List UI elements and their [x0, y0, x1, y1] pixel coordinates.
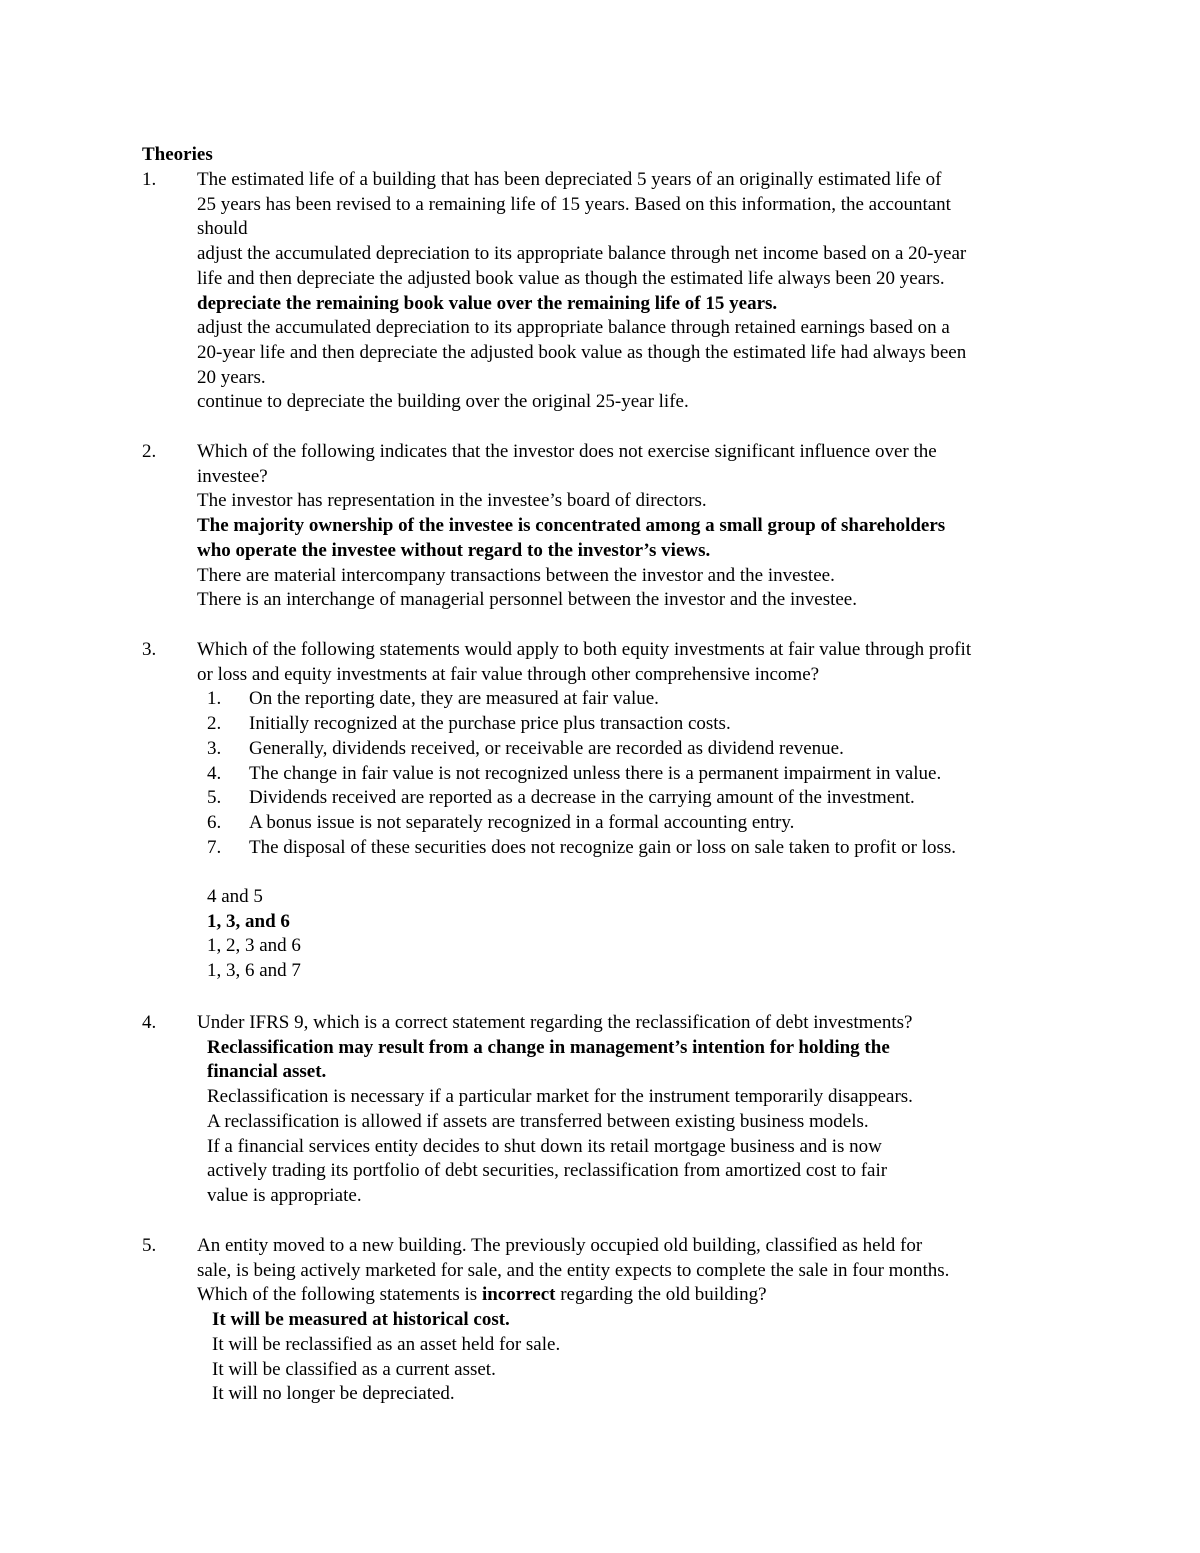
question-stem-line: 25 years has been revised to a remaining life of 15 years. Based on this information, the accountant [197, 193, 951, 215]
question-stem-line: investee? [197, 465, 268, 487]
question-stem-line: The estimated life of a building that has been depreciated 5 years of an originally estimated life of [197, 169, 942, 190]
question-stem-line: Which of the following indicates that the investor does not exercise significant influence over the [197, 441, 937, 462]
statement-item: 4. The change in fair value is not recognized unless there is a permanent impairment in value. [207, 762, 942, 784]
choice-b-answer: depreciate the remaining book value over the remaining life of 15 years. [197, 292, 778, 314]
choice-c: 20 years. [197, 366, 266, 388]
question-number: 2. [142, 441, 157, 462]
choice-a-answer: Reclassification may result from a change in management’s intention for holding the [207, 1036, 890, 1058]
choice-d: If a financial services entity decides to shut down its retail mortgage business and is now [207, 1135, 882, 1157]
choice-b-answer: The majority ownership of the investee is concentrated among a small group of shareholders [197, 515, 946, 537]
choice-b: Reclassification is necessary if a particular market for the instrument temporarily disappears. [207, 1086, 913, 1108]
question-number: 3. [142, 639, 157, 660]
choice-d: There is an interchange of managerial personnel between the investor and the investee. [197, 589, 857, 611]
statement-item: 5. Dividends received are reported as a decrease in the carrying amount of the investment. [207, 787, 915, 809]
statement-item: 7. The disposal of these securities does not recognize gain or loss on sale taken to profit or loss. [207, 836, 957, 858]
question-stem-line: Which of the following statements is incorrect regarding the old building? [197, 1284, 767, 1306]
question-number: 1. [142, 169, 157, 190]
question-stem-line: should [197, 218, 248, 240]
choice-a: adjust the accumulated depreciation to its appropriate balance through net income based on a 20-year [197, 243, 967, 265]
choice-d: continue to depreciate the building over the original 25-year life. [197, 391, 689, 413]
question-3 [142, 638, 1072, 984]
choice-c: 20-year life and then depreciate the adjusted book value as though the estimated life had always been [197, 341, 967, 363]
choice-b-answer: who operate the investee without regard to the investor’s views. [197, 539, 711, 561]
statement-item: 2. Initially recognized at the purchase price plus transaction costs. [207, 713, 731, 735]
choice-a: life and then depreciate the adjusted book value as though the estimated life always been 20 years. [197, 267, 945, 289]
choice-c: There are material intercompany transactions between the investor and the investee. [197, 564, 835, 586]
question-stem-line: Which of the following statements would apply to both equity investments at fair value through profit [197, 639, 972, 660]
question-stem-line: or loss and equity investments at fair value through other comprehensive income? [197, 663, 820, 685]
question-stem-line: Under IFRS 9, which is a correct statement regarding the reclassification of debt investments? [197, 1012, 913, 1033]
question-2 [142, 440, 1072, 613]
choice-d: value is appropriate. [207, 1184, 362, 1206]
choice-d: It will no longer be depreciated. [212, 1383, 455, 1405]
page-heading: Theories [142, 144, 213, 165]
emphasis-incorrect: incorrect [481, 1284, 556, 1306]
choice-a: 4 and 5 [207, 886, 263, 908]
question-1 [142, 168, 1072, 415]
question-stem-line: sale, is being actively marketed for sale, and the entity expects to complete the sale in four months. [197, 1259, 950, 1281]
question-number: 4. [142, 1012, 157, 1033]
choice-c: It will be classified as a current asset. [212, 1358, 496, 1380]
choice-a-answer: financial asset. [207, 1061, 327, 1083]
question-number: 5. [142, 1235, 157, 1256]
question-stem-line: An entity moved to a new building. The previously occupied old building, classified as held for [197, 1235, 923, 1256]
choice-c: adjust the accumulated depreciation to its appropriate balance through retained earnings based on a [197, 317, 950, 339]
statement-item: 3. Generally, dividends received, or receivable are recorded as dividend revenue. [207, 737, 844, 759]
choice-c: A reclassification is allowed if assets are transferred between existing business models. [207, 1110, 869, 1132]
choice-c: 1, 2, 3 and 6 [207, 935, 301, 957]
question-4 [142, 1011, 1072, 1209]
statement-item: 6. A bonus issue is not separately recognized in a formal accounting entry. [207, 811, 795, 833]
choice-d: 1, 3, 6 and 7 [207, 960, 301, 982]
choice-a: The investor has representation in the investee’s board of directors. [197, 490, 707, 512]
choice-b: It will be reclassified as an asset held for sale. [212, 1333, 561, 1355]
choice-d: actively trading its portfolio of debt securities, reclassification from amortized cost to fair [207, 1160, 888, 1182]
choice-a-answer: It will be measured at historical cost. [212, 1309, 510, 1331]
question-5 [142, 1234, 1072, 1407]
choice-b-answer: 1, 3, and 6 [207, 910, 290, 932]
statement-item: 1. On the reporting date, they are measured at fair value. [207, 688, 659, 710]
